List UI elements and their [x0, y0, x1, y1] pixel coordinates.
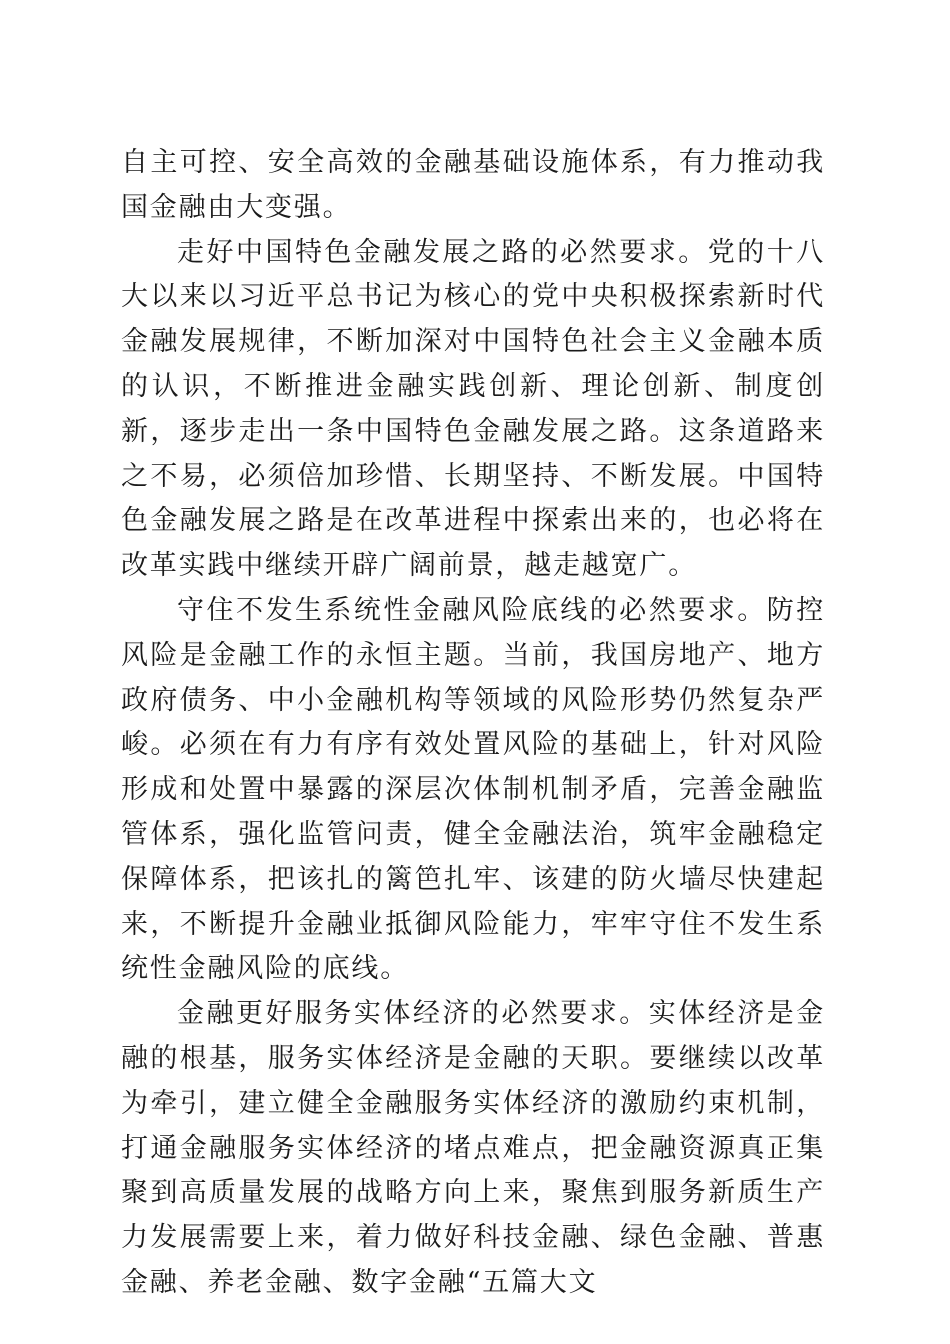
paragraph-chinese-characteristic-finance-path: 走好中国特色金融发展之路的必然要求。党的十八大以来以习近平总书记为核心的党中央积极探索新时代金融发展规律，不断加深对中国特色社会主义金融本质的认识，不断推进金融实践创新、理论创新、制度创新，逐步走出一条中国特色金融发展之路。这条道路来之不易，必须倍加珍惜、长期坚持、不断发展。中国特色金融发展之路是在改革进程中探索出来的，也必将在改革实践中继续开辟广阔前景，越走越宽广。 [121, 236, 825, 582]
document-body [121, 141, 825, 1306]
paragraph-systemic-risk-bottom-line: 守住不发生系统性金融风险底线的必然要求。防控风险是金融工作的永恒主题。当前，我国房地产、地方政府债务、中小金融机构等领域的风险形势仍然复杂严峻。必须在有力有序有效处置风险的基础上，针对风险形成和处置中暴露的深层次体制机制矛盾，完善金融监管体系，强化监管问责，健全金融法治，筑牢金融稳定保障体系，把该扎的篱笆扎牢、该建的防火墙尽快建起来，不断提升金融业抵御风险能力，牢牢守住不发生系统性金融风险的底线。 [121, 594, 825, 985]
paragraph-serve-real-economy: 金融更好服务实体经济的必然要求。实体经济是金融的根基，服务实体经济是金融的天职。要继续以改革为牵引，建立健全金融服务实体经济的激励约束机制，打通金融服务实体经济的堵点难点，把金融资源真正集聚到高质量发展的战略方向上来，聚焦到服务新质生产力发展需要上来，着力做好科技金融、绿色金融、普惠金融、养老金融、数字金融“五篇大文 [121, 998, 825, 1298]
paragraph-continuation: 自主可控、安全高效的金融基础设施体系，有力推动我国金融由大变强。 [121, 147, 825, 223]
